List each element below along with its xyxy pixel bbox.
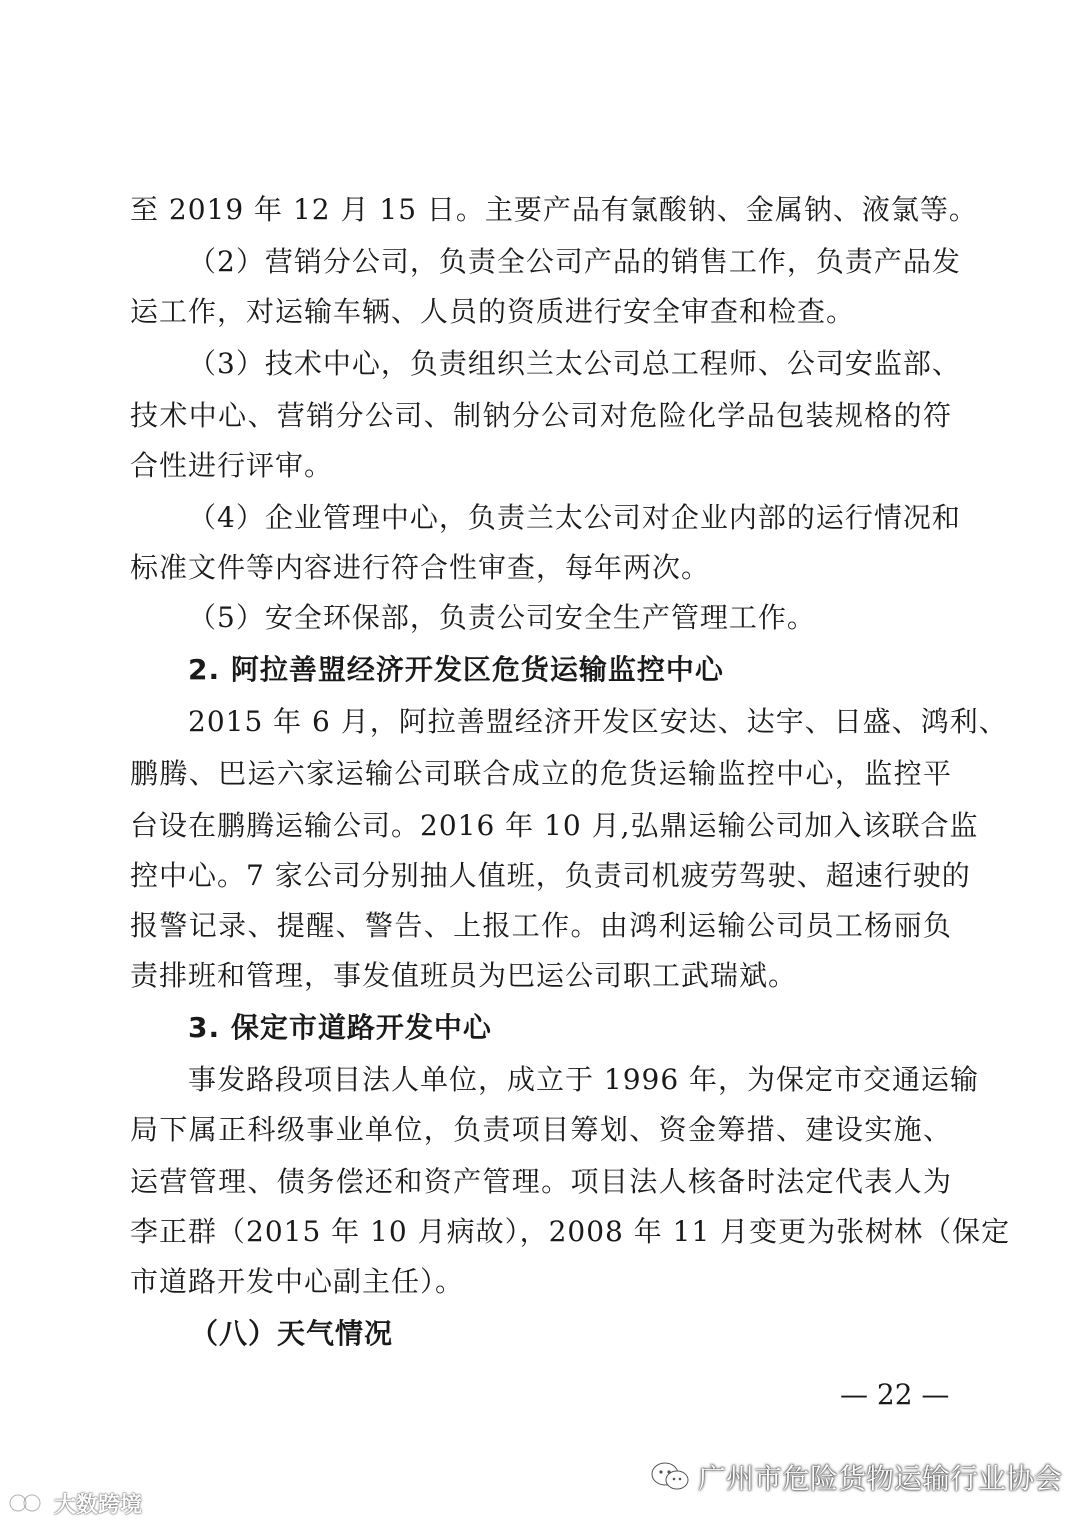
text-line: 局下属正科级事业单位，负责项目筹划、资金筹措、建设实施、 xyxy=(130,1113,952,1146)
text-line: 技术中心、营销分公司、制钠分公司对危险化学品包装规格的符 xyxy=(130,399,952,432)
text-line: （2）营销分公司，负责全公司产品的销售工作，负责产品发 xyxy=(188,245,961,278)
text-line: 鹏腾、巴运六家运输公司联合成立的危货运输监控中心，监控平 xyxy=(130,757,952,790)
text-line: 运营管理、债务偿还和资产管理。项目法人核备时法定代表人为 xyxy=(130,1165,952,1198)
text-line: 合性进行评审。 xyxy=(130,449,334,482)
text-line: 李正群（2015 年 10 月病故），2008 年 11 月变更为张树林（保定 xyxy=(130,1215,1011,1248)
text-line: 至 2019 年 12 月 15 日。主要产品有氯酸钠、金属钠、液氯等。 xyxy=(130,193,978,226)
text-line: （4）企业管理中心，负责兰太公司对企业内部的运行情况和 xyxy=(188,501,961,534)
subsection-heading: （八）天气情况 xyxy=(190,1317,394,1350)
text-line: 标准文件等内容进行符合性审查，每年两次。 xyxy=(130,551,711,584)
watermark-right-text: 广州市危险货物运输行业协会 xyxy=(698,1462,1063,1495)
watermark-right xyxy=(650,1455,1062,1499)
wechat-icon xyxy=(650,1460,690,1494)
section-heading: 2. 阿拉善盟经济开发区危货运输监控中心 xyxy=(188,653,724,686)
watermark-logo-icon xyxy=(8,1491,48,1515)
watermark-left xyxy=(8,1488,142,1518)
section-heading: 3. 保定市道路开发中心 xyxy=(188,1011,492,1044)
text-line: 运工作，对运输车辆、人员的资质进行安全审查和检查。 xyxy=(130,295,856,328)
text-line: （3）技术中心，负责组织兰太公司总工程师、公司安监部、 xyxy=(188,347,961,380)
text-line: 2015 年 6 月，阿拉善盟经济开发区安达、达宇、日盛、鸿利、 xyxy=(188,705,1008,738)
text-line: 控中心。7 家公司分别抽人值班，负责司机疲劳驾驶、超速行驶的 xyxy=(130,859,971,892)
text-line: （5）安全环保部，负责公司安全生产管理工作。 xyxy=(188,601,816,634)
text-line: 事发路段项目法人单位，成立于 1996 年，为保定市交通运输 xyxy=(188,1063,980,1096)
text-line: 责排班和管理，事发值班员为巴运公司职工武瑞斌。 xyxy=(130,959,798,992)
text-line: 市道路开发中心副主任）。 xyxy=(130,1265,465,1298)
text-line: 台设在鹏腾运输公司。2016 年 10 月,弘鼎运输公司加入该联合监 xyxy=(130,809,979,842)
page-number: — 22 — xyxy=(840,1378,950,1411)
text-line: 报警记录、提醒、警告、上报工作。由鸿利运输公司员工杨丽负 xyxy=(130,909,952,942)
watermark-left-text: 大数跨境 xyxy=(54,1492,143,1518)
